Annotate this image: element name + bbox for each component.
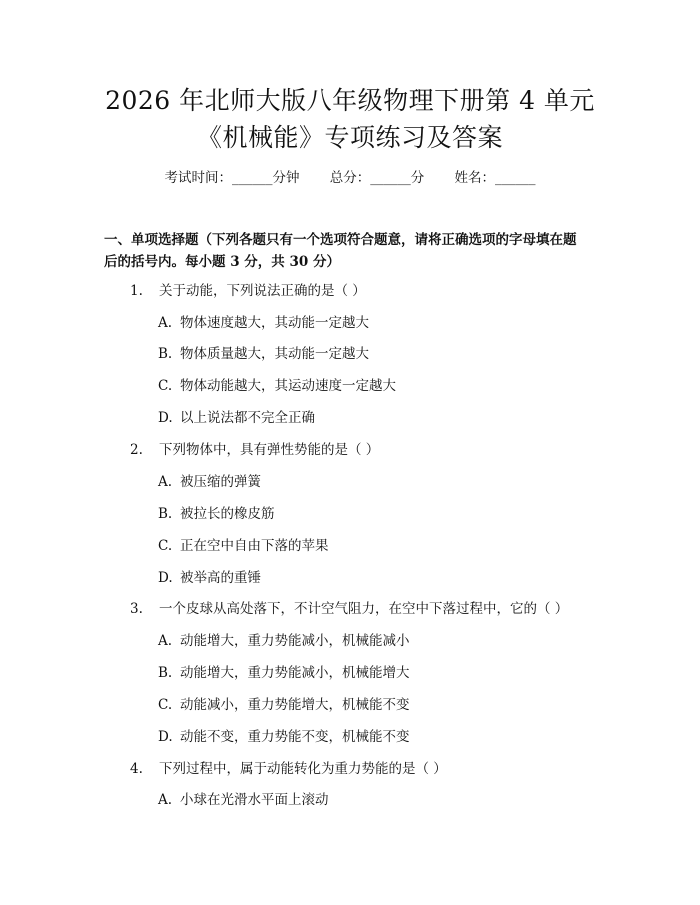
option-letter: A. bbox=[158, 315, 173, 331]
question-1-option-b bbox=[158, 344, 369, 364]
question-text: 下列物体中，具有弹性势能的是（ ） bbox=[159, 442, 380, 458]
question-3 bbox=[130, 599, 568, 619]
question-4-option-a bbox=[158, 790, 329, 810]
question-1-option-a bbox=[158, 313, 369, 333]
question-number: 4. bbox=[130, 761, 143, 777]
question-1 bbox=[130, 281, 366, 301]
option-letter: A. bbox=[158, 792, 173, 808]
question-3-option-d bbox=[158, 727, 410, 747]
question-3-option-b bbox=[158, 663, 410, 683]
student-name-field: 姓名：______ bbox=[454, 170, 536, 186]
question-4 bbox=[130, 759, 447, 779]
question-2 bbox=[130, 440, 379, 460]
question-1-option-c bbox=[158, 376, 396, 396]
question-2-option-c bbox=[158, 536, 329, 556]
question-1-option-d bbox=[158, 408, 315, 428]
question-3-option-a bbox=[158, 631, 410, 651]
section-heading-line-1: 一、单项选择题（下列各题只有一个选项符合题意，请将正确选项的字母填在题 bbox=[104, 232, 577, 248]
option-text: 小球在光滑水平面上滚动 bbox=[180, 792, 329, 808]
page-title-line-2: 《机械能》专项练习及答案 bbox=[196, 123, 503, 152]
section-heading-single-choice bbox=[104, 229, 604, 273]
question-2-option-b bbox=[158, 504, 275, 524]
total-score-field: 总分：______分 bbox=[329, 170, 425, 186]
option-letter: C. bbox=[158, 538, 173, 554]
exam-time-field: 考试时间：______分钟 bbox=[164, 170, 300, 186]
option-text: 以上说法都不完全正确 bbox=[180, 410, 315, 426]
option-text: 被压缩的弹簧 bbox=[180, 474, 261, 490]
option-letter: B. bbox=[158, 506, 173, 522]
option-letter: A. bbox=[158, 633, 173, 649]
question-number: 1. bbox=[130, 283, 143, 299]
option-letter: B. bbox=[158, 346, 173, 362]
option-letter: A. bbox=[158, 474, 173, 490]
question-number: 2. bbox=[130, 442, 143, 458]
option-text: 正在空中自由下落的苹果 bbox=[180, 538, 329, 554]
page-title-line-1: 2026 年北师大版八年级物理下册第 4 单元 bbox=[105, 86, 595, 115]
question-3-option-c bbox=[158, 695, 410, 715]
option-text: 动能不变，重力势能不变，机械能不变 bbox=[180, 729, 410, 745]
option-text: 被拉长的橡皮筋 bbox=[180, 506, 275, 522]
option-letter: B. bbox=[158, 665, 173, 681]
section-heading-line-2: 后的括号内。每小题 3 分，共 30 分） bbox=[104, 254, 340, 270]
option-text: 被举高的重锤 bbox=[180, 570, 261, 586]
option-letter: D. bbox=[158, 570, 173, 586]
option-text: 动能增大，重力势能减小，机械能增大 bbox=[180, 665, 410, 681]
question-text: 关于动能，下列说法正确的是（ ） bbox=[159, 283, 366, 299]
option-letter: D. bbox=[158, 410, 173, 426]
exam-meta bbox=[0, 168, 700, 188]
question-2-option-d bbox=[158, 568, 261, 588]
option-text: 物体动能越大，其运动速度一定越大 bbox=[180, 378, 396, 394]
question-number: 3. bbox=[130, 601, 143, 617]
option-text: 物体速度越大，其动能一定越大 bbox=[180, 315, 369, 331]
option-text: 物体质量越大，其动能一定越大 bbox=[180, 346, 369, 362]
option-letter: C. bbox=[158, 378, 173, 394]
option-letter: C. bbox=[158, 697, 173, 713]
question-text: 一个皮球从高处落下，不计空气阻力，在空中下落过程中，它的（ ） bbox=[159, 601, 569, 617]
option-letter: D. bbox=[158, 729, 173, 745]
question-2-option-a bbox=[158, 472, 261, 492]
question-text: 下列过程中，属于动能转化为重力势能的是（ ） bbox=[159, 761, 447, 777]
option-text: 动能减小，重力势能增大，机械能不变 bbox=[180, 697, 410, 713]
option-text: 动能增大，重力势能减小，机械能减小 bbox=[180, 633, 410, 649]
